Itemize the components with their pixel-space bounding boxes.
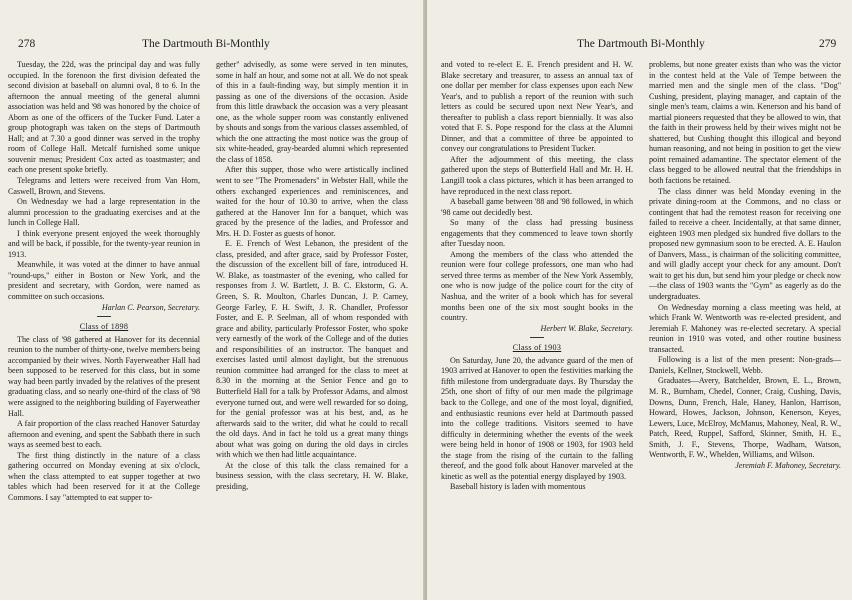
divider	[97, 316, 111, 317]
paragraph: On Saturday, June 20, the advance guard of the men of 1903 arrived at Hanover to open the festivities marking the fifth milestone from undergraduate days. By Thursday the 25th, one short of fifty of our men made the pilgrimage back to the College, and one of the most loyal, dignified, and enthusiastic reunions ever held at Dartmouth passed into the college traditions. Visitors seemed to have difficulty in determining whether the events of the week were being held in honor of 1908 or 1903, for 1903 held the stage from the rising of the curtain to the falling thereof, and the good folk about Hanover marveled at the kinetic as well as the potential energy displayed by 1903.	[441, 355, 633, 481]
left-page	[0, 0, 425, 600]
paragraph: Meanwhile, it was voted at the dinner to have annual "round-ups," either in Boston or New York, and the president and secretary, with Gordon, were named as committee on such occasions.	[8, 260, 200, 302]
paragraph: After this supper, those who were artistically inclined went to see "The Promenaders" in Webster Hall, while the others exchanged experiences and reminiscences, and waited for the hour of 10.30 to arrive, when the class gathered at the Hanover Inn for a banquet, which was graced by the presence of the ladies, and Professor and Mrs. H. D. Foster as guests of honor.	[216, 165, 408, 238]
paragraph: At the close of this talk the class remained for a business session, with the class secretary, H. W. Blake, presiding,	[216, 460, 408, 491]
divider	[530, 337, 544, 338]
paragraph: I think everyone present enjoyed the week thoroughly and will be back, if possible, for the twenty-year reunion in 1913.	[8, 228, 200, 259]
paragraph: The first thing distinctly in the nature of a class gathering occurred on Monday evening at six o'clock, when the class attempted to eat supper together at two tables which had been reserved for it at the College Commons. I say "attempted to eat supper to-	[8, 450, 200, 502]
paragraph: Following is a list of the men present: Non-grads—Daniels, Kellner, Stockwell, Webb.	[649, 355, 841, 375]
paragraph: and voted to re-elect E. E. French president and H. W. Blake secretary and treasurer, to assess an annual tax of one dollar per member for class expenses upon each New Year's, and to publish a report of the reunion with such letters as could be secured upon next New Year's, and thereafter to publish a class report biennially. It was also voted that F. S. Pope respond for the class at the Alumni Dinner, and that a committee of three be appointed to convey our congratulations to President Tucker.	[441, 60, 633, 154]
text-column	[216, 60, 408, 596]
paragraph: Tuesday, the 22d, was the principal day and was fully occupied. In the forenoon the first division defeated the second division at baseball on alumni oval, 8 to 6. In the afternoon the annual meeting of the general alumni association was held and '98 was honored by the choice of Aborn as one of the officers of the Tucker Fund. Later a group photograph was taken on the steps of Dartmouth Hall; and at 7.30 a good dinner was served in the trophy room of College Hall. Metcalf furnished some unique souvenir menus; President Cox acted as toastmaster; and each one present spoke briefly.	[8, 60, 200, 175]
paragraph: A baseball game between '88 and '98 followed, in which '98 came out decidedly best.	[441, 197, 633, 217]
paragraph: After the adjournment of this meeting, the class gathered upon the steps of Butterfield Hall and Mr. H. H. Langill took a class pictures, which it has been arranged to have reproduced in the next class report.	[441, 154, 633, 196]
page-number: 279	[819, 38, 837, 50]
running-head: The Dartmouth Bi-Monthly	[577, 38, 705, 50]
paragraph: The class of '98 gathered at Hanover for its decennial reunion to the number of thirty-one, twelve members being accompanied by their wives. North Fayerweather Hall had been supposed to be reserved for this class, but in some way had been partly invaded by the relatives of the present graduating class, and so nearly one-third of the class of '98 were assigned to the neighboring building of Fayerweather Hall.	[8, 334, 200, 418]
text-column	[441, 60, 633, 596]
signature: Herbert W. Blake, Secretary.	[540, 323, 633, 333]
paragraph: problems, but none greater exists than who was the victor in the contest held at the Vale of Tempe between the married men and the single men of the class. "Dog" Cushing, president, playing manager, and captain of the single men's team, claims a win. Kenerson and his band of martial pioneers requested that they be allowed to win, that the faith in their prowess held by their wives might not be shattered, but Cushing thought this illogical and beyond human reasoning, and not being in position to get the view point remained adamantine. The spectator element of the class begged to be allowed neutral that the friendships in both factions be retained.	[649, 60, 841, 186]
section-heading	[8, 322, 200, 333]
paragraph: E. E. French of West Lebanon, the president of the class, presided, and after grace, said by Professor Foster, the discussion of the excellent bill of fare, introduced H. W. Blake, as toastmaster of the evening, who called for responses from J. W. Bartlett, J. B. C. Ekstorm, G. A. Green, S. R. Moulton, Charles Duncan, J. P. Carney, George Farley, F. H. Swift, J. R. Chandler, Professor Foster, and E. P. Seelman, all of whom responded with grace and ability, particularly Professor Foster, who spoke very earnestly of the work of the College and of the duties and responsibilities of an instructor. The banquet and exercises lasted until almost daylight, but the strenuous reunion committee had arranged for the class to meet at 8.30 in the morning at the Senior Fence and go to Butterfield Hall for a talk by Professor Adams, and almost everyone turned out, and were well rewarded for so doing, for the genial professor was at his best, and, as he afterwards said to the writer, did what he could to recall the old days. And in fact he told us a great many things about what was going on during the old days in circles with which we then had little acquaintance.	[216, 239, 408, 460]
text-column	[8, 60, 200, 596]
paragraph: So many of the class had pressing business engagements that they commenced to leave town shortly after Tuesday noon.	[441, 218, 633, 249]
paragraph: A fair proportion of the class reached Hanover Saturday afternoon and evening, and spent the Sabbath there in such ways as seemed best to each.	[8, 419, 200, 450]
text-column	[649, 60, 841, 596]
section-heading-text: Class of 1903	[512, 343, 562, 353]
paragraph: On Wednesday we had a large representation in the alumni procession to the graduating exercises and at the lunch in College Hall.	[8, 197, 200, 228]
section-heading	[441, 343, 633, 354]
paragraph: Among the members of the class who attended the reunion were four college professors, one man who had served three terms as member of the New York Assembly, one who is now judge of the police court for the city of Nashua, and the writer of a book which has for several months been one of the six most sought books in the country.	[441, 249, 633, 323]
signature: Harlan C. Pearson, Secretary.	[101, 302, 200, 312]
paragraph: Baseball history is laden with momentous	[450, 482, 586, 492]
page-number: 278	[18, 38, 36, 50]
paragraph: On Wednesday morning a class meeting was held, at which Frank W. Wentworth was re-elected president, and Jeremiah F. Mahoney was re-elected secretary. A special reunion in 1910 was voted, and other routine business transacted.	[649, 302, 841, 354]
section-heading-text: Class of 1898	[79, 322, 129, 332]
running-head: The Dartmouth Bi-Monthly	[142, 38, 270, 50]
signature: Jeremiah F. Mahoney, Secretary.	[735, 460, 841, 470]
paragraph: The class dinner was held Monday evening in the private dining-room at the Commons, and no class or contingent that had the remotest reason for receiving one failed to receive a cheer. Incidentally, at that same dinner, eighteen 1903 men pledged six hundred five dollars to the proposed new gymnasium soon to be erected. A. E. Haulon of Danvers, Mass., is chairman of the soliciting committee, and will gladly accept your check for any amount. Don't wait to get his dun, but send him your pledge or check now—the class of 1903 wants the "Gym" as eagerly as do the undergraduates.	[649, 186, 841, 302]
paragraph: gether" advisedly, as some were served in ten minutes, some in half an hour, and some not at all. We do not speak of this in a fault-finding way, but simply mention it in passing as one of the diversions of the occasion. Aside from this little drawback the occasion was a very pleasant one, as the whole supper room was constantly enlivened by shouts and songs from the various classes assembled, of which the one attracting the most notice was the group of six white-headed, gray-bearded alumni which represented the class of 1858.	[216, 60, 408, 164]
paragraph: Telegrams and letters were received from Van Horn, Caswell, Brown, and Stevens.	[8, 176, 200, 196]
paragraph: Graduates—Avery, Batchelder, Brown, E. L., Brown, M. R., Burnham, Chedel, Conner, Craig, Cushing, Davis, Downs, Dunn, French, Hale, Haney, Hanlon, Harrison, Howard, Howes, Jackson, Johnson, Kenerson, Keyes, Lewers, Luce, McElroy, McManus, Mahoney, Neal, R. W., Patch, Reed, Ruppel, Safford, Skinner, Smith, H. E., Smith, J. F., Stevens, Thorpe, Wadham, Watson, Wentworth, F. W., Whelden, Williams, and Wilson.	[649, 376, 841, 460]
right-page	[427, 0, 852, 600]
